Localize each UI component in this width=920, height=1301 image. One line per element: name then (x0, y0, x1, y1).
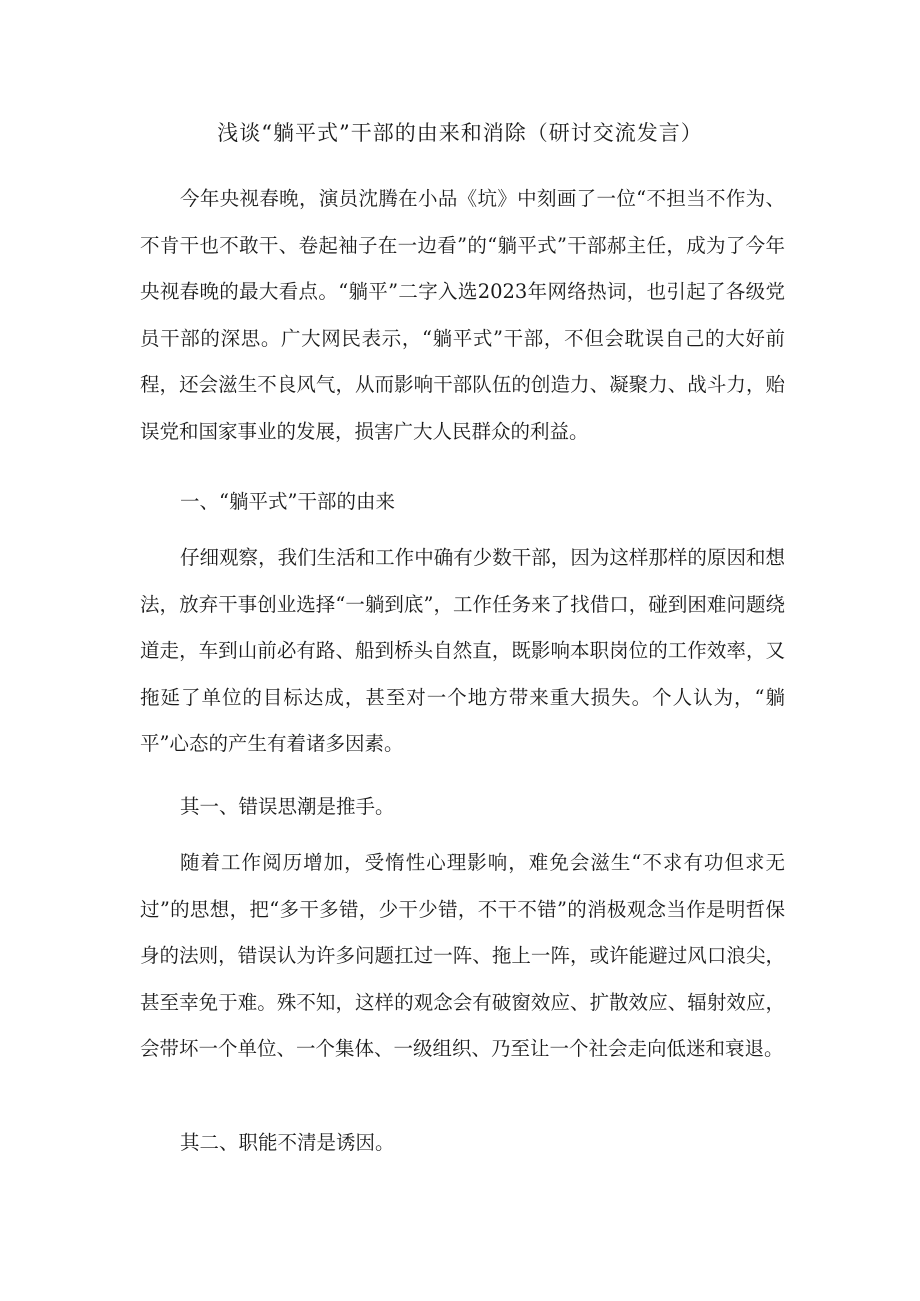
paragraph-intro: 今年央视春晚，演员沈腾在小品《坑》中刻画了一位“不担当不作为、不肯干也不敢干、卷起袖子在一边看”的“躺平式”干部郝主任，成为了今年央视春晚的最大看点。“躺平”二字入选2023年网络热词，也引起了各级党员干部的深思。广大网民表示，“躺平式”干部，不但会耽误自己的大好前程，还会滋生不良风气，从而影响干部队伍的创造力、凝聚力、战斗力，贻误党和国家事业的发展，损害广大人民群众的利益。 (140, 187, 785, 443)
subheading-second-cause: 其二、职能不清是诱因。 (180, 1131, 395, 1154)
paragraph-observation: 仔细观察，我们生活和工作中确有少数干部，因为这样那样的原因和想法，放弃干事创业选择“一躺到底”，工作任务来了找借口，碰到困难问题绕道走，车到山前必有路、船到桥头自然直，既影响本职岗位的工作效率，又拖延了单位的目标达成，甚至对一个地方带来重大损失。个人认为，“躺平”心态的产生有着诸多因素。 (140, 546, 785, 755)
subheading-first-cause: 其一、错误思潮是推手。 (180, 795, 395, 818)
section-heading-origin: 一、“躺平式”干部的由来 (180, 490, 395, 513)
document-title: 浅谈“躺平式”干部的由来和消除（研讨交流发言） (217, 121, 703, 145)
paragraph-first-cause: 随着工作阅历增加，受惰性心理影响，难免会滋生“不求有功但求无过”的思想，把“多干多错，少干少错，不干不错”的消极观念当作是明哲保身的法则，错误认为许多问题扛过一阵、拖上一阵，或许能避过风口浪尖，甚至幸免于难。殊不知，这样的观念会有破窗效应、扩散效应、辐射效应，会带坏一个单位、一个集体、一级组织、乃至让一个社会走向低迷和衰退。 (140, 851, 785, 1060)
